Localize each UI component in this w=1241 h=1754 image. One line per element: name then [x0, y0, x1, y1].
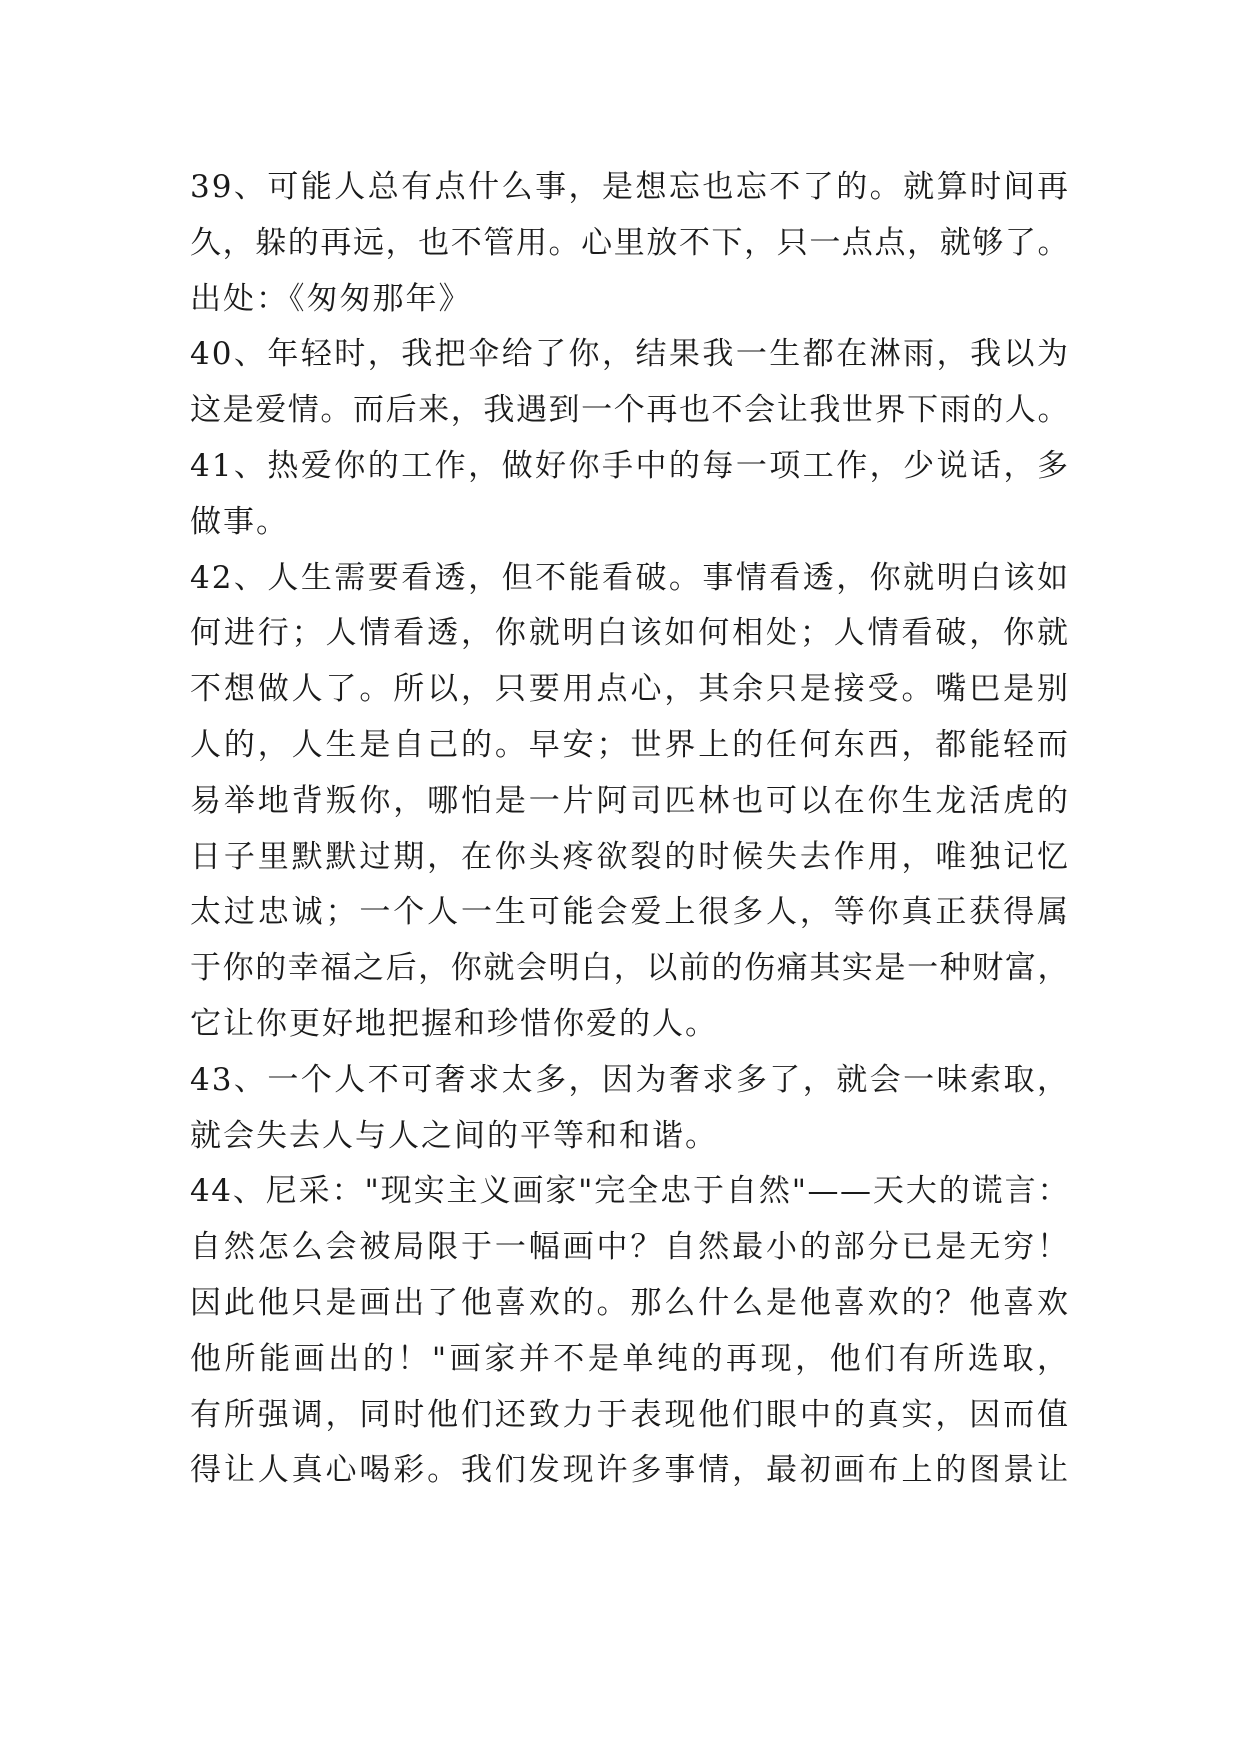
text-line: 不想做人了。所以，只要用点心，其余只是接受。嘴巴是别	[190, 671, 1070, 708]
text-line: 43、一个人不可奢求太多，因为奢求多了，就会一味索取，	[190, 1061, 1070, 1098]
document-body	[190, 160, 1070, 1499]
text-line: 于你的幸福之后，你就会明白，以前的伤痛其实是一种财富，	[190, 950, 1070, 987]
text-line: 39、可能人总有点什么事，是想忘也忘不了的。就算时间再	[190, 169, 1070, 205]
text-line: 出处：《匆匆那年》	[190, 280, 472, 317]
text-line: 它让你更好地把握和珍惜你爱的人。	[190, 1005, 718, 1042]
text-line: 他所能画出的！"画家并不是单纯的再现，他们有所选取，	[190, 1340, 1070, 1377]
text-line: 有所强调，同时他们还致力于表现他们眼中的真实，因而值	[190, 1396, 1070, 1433]
text-line: 何进行；人情看透，你就明白该如何相处；人情看破，你就	[190, 615, 1070, 652]
text-line: 41、热爱你的工作，做好你手中的每一项工作，少说话，多	[190, 447, 1070, 484]
text-line: 日子里默默过期，在你头疼欲裂的时候失去作用，唯独记忆	[190, 838, 1070, 875]
text-line: 就会失去人与人之间的平等和和谐。	[190, 1117, 718, 1154]
text-line: 太过忠诚；一个人一生可能会爱上很多人，等你真正获得属	[190, 894, 1070, 931]
text-line: 40、年轻时，我把伞给了你，结果我一生都在淋雨，我以为	[190, 336, 1070, 373]
text-line: 易举地背叛你，哪怕是一片阿司匹林也可以在你生龙活虎的	[190, 782, 1070, 819]
text-line: 人的，人生是自己的。早安；世界上的任何东西，都能轻而	[190, 726, 1070, 763]
text-line: 得让人真心喝彩。我们发现许多事情，最初画布上的图景让	[190, 1452, 1070, 1489]
text-line: 42、人生需要看透，但不能看破。事情看透，你就明白该如	[190, 559, 1070, 596]
text-line: 自然怎么会被局限于一幅画中？自然最小的部分已是无穷！	[190, 1229, 1070, 1266]
text-line: 因此他只是画出了他喜欢的。那么什么是他喜欢的？他喜欢	[190, 1284, 1070, 1321]
text-line: 44、尼采："现实主义画家"完全忠于自然"——天大的谎言：	[190, 1173, 1070, 1210]
text-line: 这是爱情。而后来，我遇到一个再也不会让我世界下雨的人。	[190, 392, 1070, 429]
text-line: 久，躲的再远，也不管用。心里放不下，只一点点，就够了。	[190, 224, 1070, 261]
text-line: 做事。	[190, 503, 289, 540]
